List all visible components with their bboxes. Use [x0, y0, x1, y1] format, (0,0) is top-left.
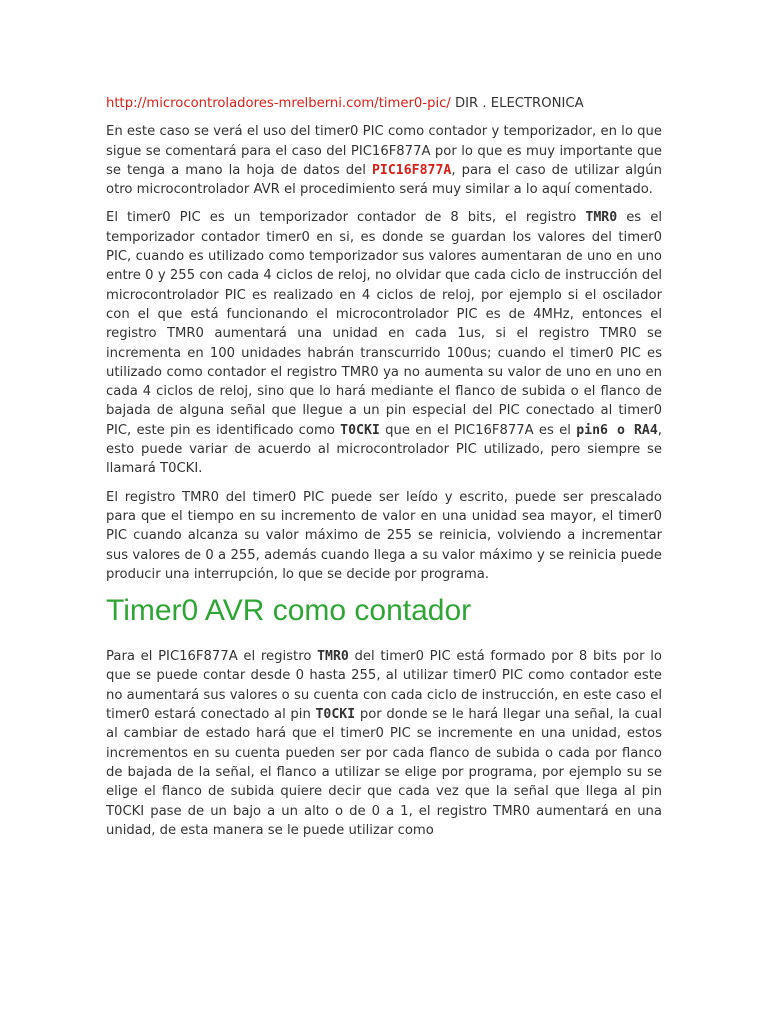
tmr0-term: TMR0 [585, 210, 618, 226]
p2-text-1: El timer0 PIC es un temporizador contador de 8 bits, el registro [106, 210, 586, 226]
source-suffix: DIR . ELECTRONICA [450, 96, 584, 111]
p4-text-3: por donde se le hará llegar una señal, la cual al cambiar de estado hará que el timer0 PIC se incremente en una unidad, estos incrementos en su cuenta pueden ser por cada flanco de subida o cada por flanco de bajada de la señal, el flanco a utilizar se elige por programa, por ejemplo su se elige el flanco de subida quiere decir que cada vez que la señal que llega al pin T0CKI pase de un bajo a un alto o de 0 a 1, el registro TMR0 aumentará en una unidad, de esta manera se le puede utilizar como [106, 707, 662, 838]
paragraph-intro [106, 122, 662, 199]
p2-text-2: es el temporizador contador timer0 en si, es donde se guardan los valores del timer0 PIC, cuando es utilizado como temporizador sus valores aumentaran de uno en uno entre 0 y 255 con cada 4 ciclos de reloj, no olvidar que cada ciclo de instrucción del microcontrolador PIC es realizado en 4 ciclos de reloj, por ejemplo si el oscilador con el que está funcionando el microcontrolador PIC es de 4MHz, entonces el registro TMR0 aumentará una unidad en cada 1us, si el registro TMR0 se incrementa en 100 unidades habrán transcurrido 100us; cuando el timer0 PIC es utilizado como contador el registro TMR0 ya no aumenta su valor de uno en uno en cada 4 ciclos de reloj, sino que lo hará mediante el flanco de subida o el flanco de bajada de alguna señal que llegue a un pin especial del PIC conectado al timer0 PIC, este pin es identificado como [106, 210, 662, 438]
paragraph-timer0-description [106, 208, 662, 478]
t0cki-term-2: T0CKI [315, 707, 356, 723]
p4-text-1: Para el PIC16F877A el registro [106, 649, 318, 665]
source-link[interactable]: http://microcontroladores-mrelberni.com/timer0-pic/ [106, 96, 451, 111]
p2-text-4: , esto puede variar de acuerdo al microcontrolador PIC utilizado, pero siempre se llamará T0CKI. [106, 422, 662, 477]
intro-text-1: En este caso se verá el uso del timer0 PIC como contador y temporizador, en lo que sigue se comentará para el caso del PIC16F877A por lo que es muy importante que se tenga a mano la hoja de datos del [106, 124, 662, 178]
paragraph-tmr0-register [106, 488, 662, 584]
t0cki-term: T0CKI [340, 422, 380, 438]
p2-text-3: que en el PIC16F877A es el [379, 422, 577, 438]
intro-text-2: , para el caso de utilizar algún otro microcontrolador AVR el procedimiento será muy similar a lo aquí comentado. [106, 162, 663, 198]
source-line [106, 94, 662, 113]
p3-text-1: El registro TMR0 del timer0 PIC puede ser leído y escrito, puede ser prescalado para que el tiempo en su incremento de valor en una unidad sea mayor, el timer0 PIC cuando alcanza su valor máximo de 255 se reinicia, volviendo a incrementar sus valores de 0 a 255, además cuando llega a su valor máximo y se reinicia puede producir una interrupción, lo que se decide por programa. [106, 489, 662, 582]
pic16f877a-highlight: PIC16F877A [371, 162, 452, 178]
pin6-ra4-term: pin6 o RA4 [576, 422, 658, 438]
document-page [106, 94, 662, 849]
paragraph-counter-mode [106, 647, 662, 840]
tmr0-term-2: TMR0 [317, 649, 349, 665]
p4-text-2: del timer0 PIC está formado por 8 bits por lo que se puede contar desde 0 hasta 255, al utilizar timer0 PIC como contador este no aumentará sus valores o su cuenta con cada ciclo de instrucción, en este caso el timer0 estará conectado al pin [106, 649, 662, 723]
section-heading: Timer0 AVR como contador [106, 594, 472, 628]
